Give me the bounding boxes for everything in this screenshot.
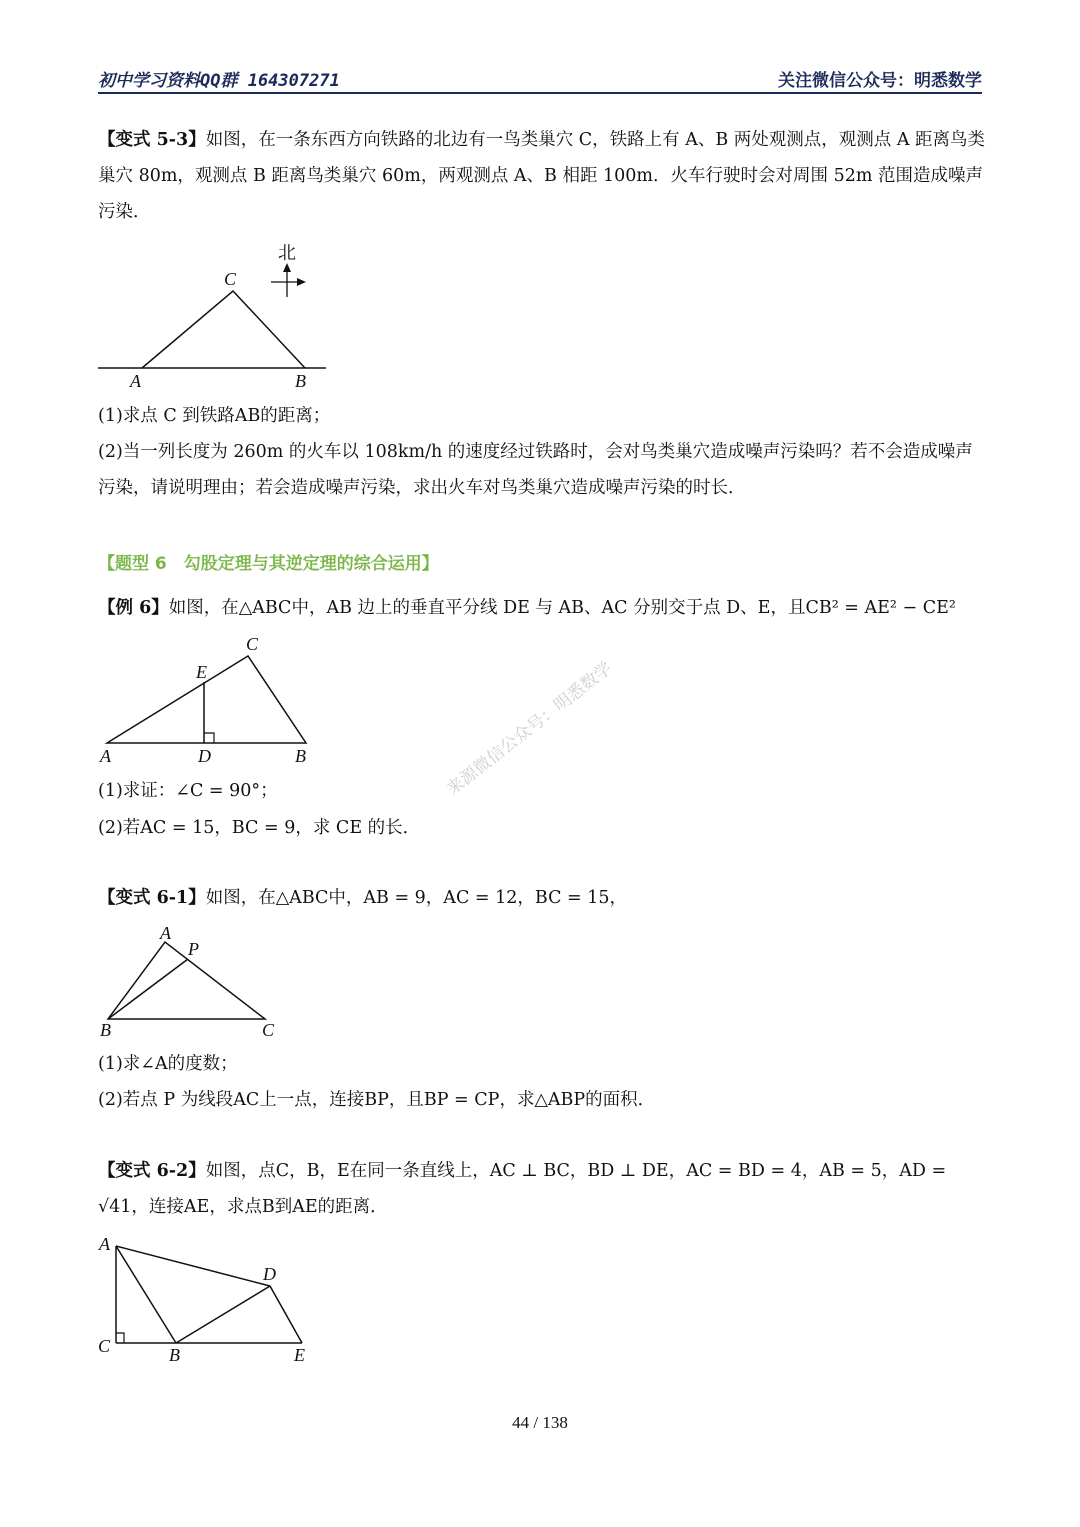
- label-d: D: [198, 746, 211, 766]
- compass-arrow-north: [283, 263, 291, 272]
- section-6-title-text: 【题型 6 勾股定理与其逆定理的综合运用】: [98, 554, 439, 574]
- variant-6-2-label: 【变式 6-2】: [98, 1161, 206, 1181]
- triangle-acb: [142, 291, 305, 368]
- label-e: E: [294, 1345, 305, 1365]
- example-6-q2: (2)若AC = 15，BC = 9，求 CE 的长．: [98, 818, 421, 838]
- variant-5-3-label: 【变式 5-3】: [98, 130, 206, 150]
- figure-6-1: [90, 918, 300, 1043]
- header-wechat: 关注微信公众号：明悉数学: [778, 71, 982, 91]
- variant-6-1-text: 如图，在△ABC中，AB = 9，AC = 12，BC = 15，: [205, 888, 628, 908]
- variant-6-1-statement: [98, 880, 988, 916]
- compass-arrow-east: [297, 278, 306, 286]
- watermark-text: 来源微信公众号：明悉数学: [443, 658, 617, 800]
- segment-de: [270, 1286, 302, 1343]
- label-a: A: [100, 746, 111, 766]
- variant-6-2-statement: [98, 1153, 988, 1225]
- variant-6-2-text: 如图，点C，B，E在同一条直线上，AC ⊥ BC，BD ⊥ DE，AC = BD = 4，AB = 5，AD = √41，连接AE，求点B到AE的距离．: [98, 1161, 947, 1217]
- segment-bd: [176, 1286, 270, 1343]
- label-a: A: [99, 1234, 110, 1254]
- label-e: E: [196, 662, 207, 682]
- variant-6-1-q2: (2)若点 P 为线段AC上一点，连接BP，且BP = CP，求△ABP的面积．: [98, 1090, 656, 1110]
- variant-5-3-text: 如图，在一条东西方向铁路的北边有一鸟类巢穴 C，铁路上有 A、B 两处观测点，观测点 A 距离鸟类巢穴 80m，观测点 B 距离鸟类巢穴 60m，两观测点 A、B 相距 100m．火车行驶时会对周围 52m 范围造成噪声污染．: [98, 130, 986, 222]
- label-c: C: [262, 1020, 275, 1040]
- variant-5-3-statement: [98, 122, 988, 230]
- variant-6-1-label: 【变式 6-1】: [98, 888, 206, 908]
- variant-5-3-q1: (1)求点 C 到铁路AB的距离；: [98, 406, 331, 426]
- triangle-abc: [108, 942, 265, 1019]
- label-c: C: [224, 269, 237, 289]
- page-number: 44 / 138: [512, 1413, 568, 1432]
- section-6-title: [98, 546, 988, 582]
- figure-example-6: [90, 628, 330, 773]
- north-label: 北: [278, 243, 296, 263]
- figure-6-2: [90, 1228, 330, 1368]
- variant-5-3-q2: (2)当一列长度为 260m 的火车以 108km/h 的速度经过铁路时，会对鸟类巢穴造成噪声污染吗？若不会造成噪声污染，请说明理由；若会造成噪声污染，求出火车对鸟类巢穴造成噪声污染的时长．: [98, 442, 973, 498]
- segment-ad: [116, 1246, 270, 1286]
- header-qq-group: 初中学习资料QQ群 164307271: [98, 71, 340, 91]
- label-p: P: [188, 939, 199, 959]
- example-6-q1: (1)求证：∠C = 90°；: [98, 781, 278, 801]
- segment-ab: [116, 1246, 176, 1343]
- page-header: [98, 64, 982, 94]
- example-6-label: 【例 6】: [98, 598, 169, 618]
- label-a: A: [160, 923, 171, 943]
- label-c: C: [98, 1336, 111, 1356]
- example-6-statement: [98, 590, 988, 626]
- example-6-text: 如图，在△ABC中，AB 边上的垂直平分线 DE 与 AB、AC 分别交于点 D、E，且CB² = AE² − CE²: [168, 598, 956, 618]
- label-b: B: [295, 746, 306, 766]
- label-b: B: [100, 1020, 111, 1040]
- label-a: A: [130, 371, 141, 391]
- segment-bp: [108, 959, 188, 1019]
- figure-5-3: [90, 235, 340, 395]
- right-angle-mark-d: [204, 733, 214, 743]
- variant-6-1-q1: (1)求∠A的度数；: [98, 1054, 238, 1074]
- label-b: B: [295, 371, 306, 391]
- label-c: C: [246, 634, 259, 654]
- right-angle-mark-c: [116, 1333, 124, 1343]
- label-b: B: [169, 1345, 180, 1365]
- label-d: D: [263, 1264, 276, 1284]
